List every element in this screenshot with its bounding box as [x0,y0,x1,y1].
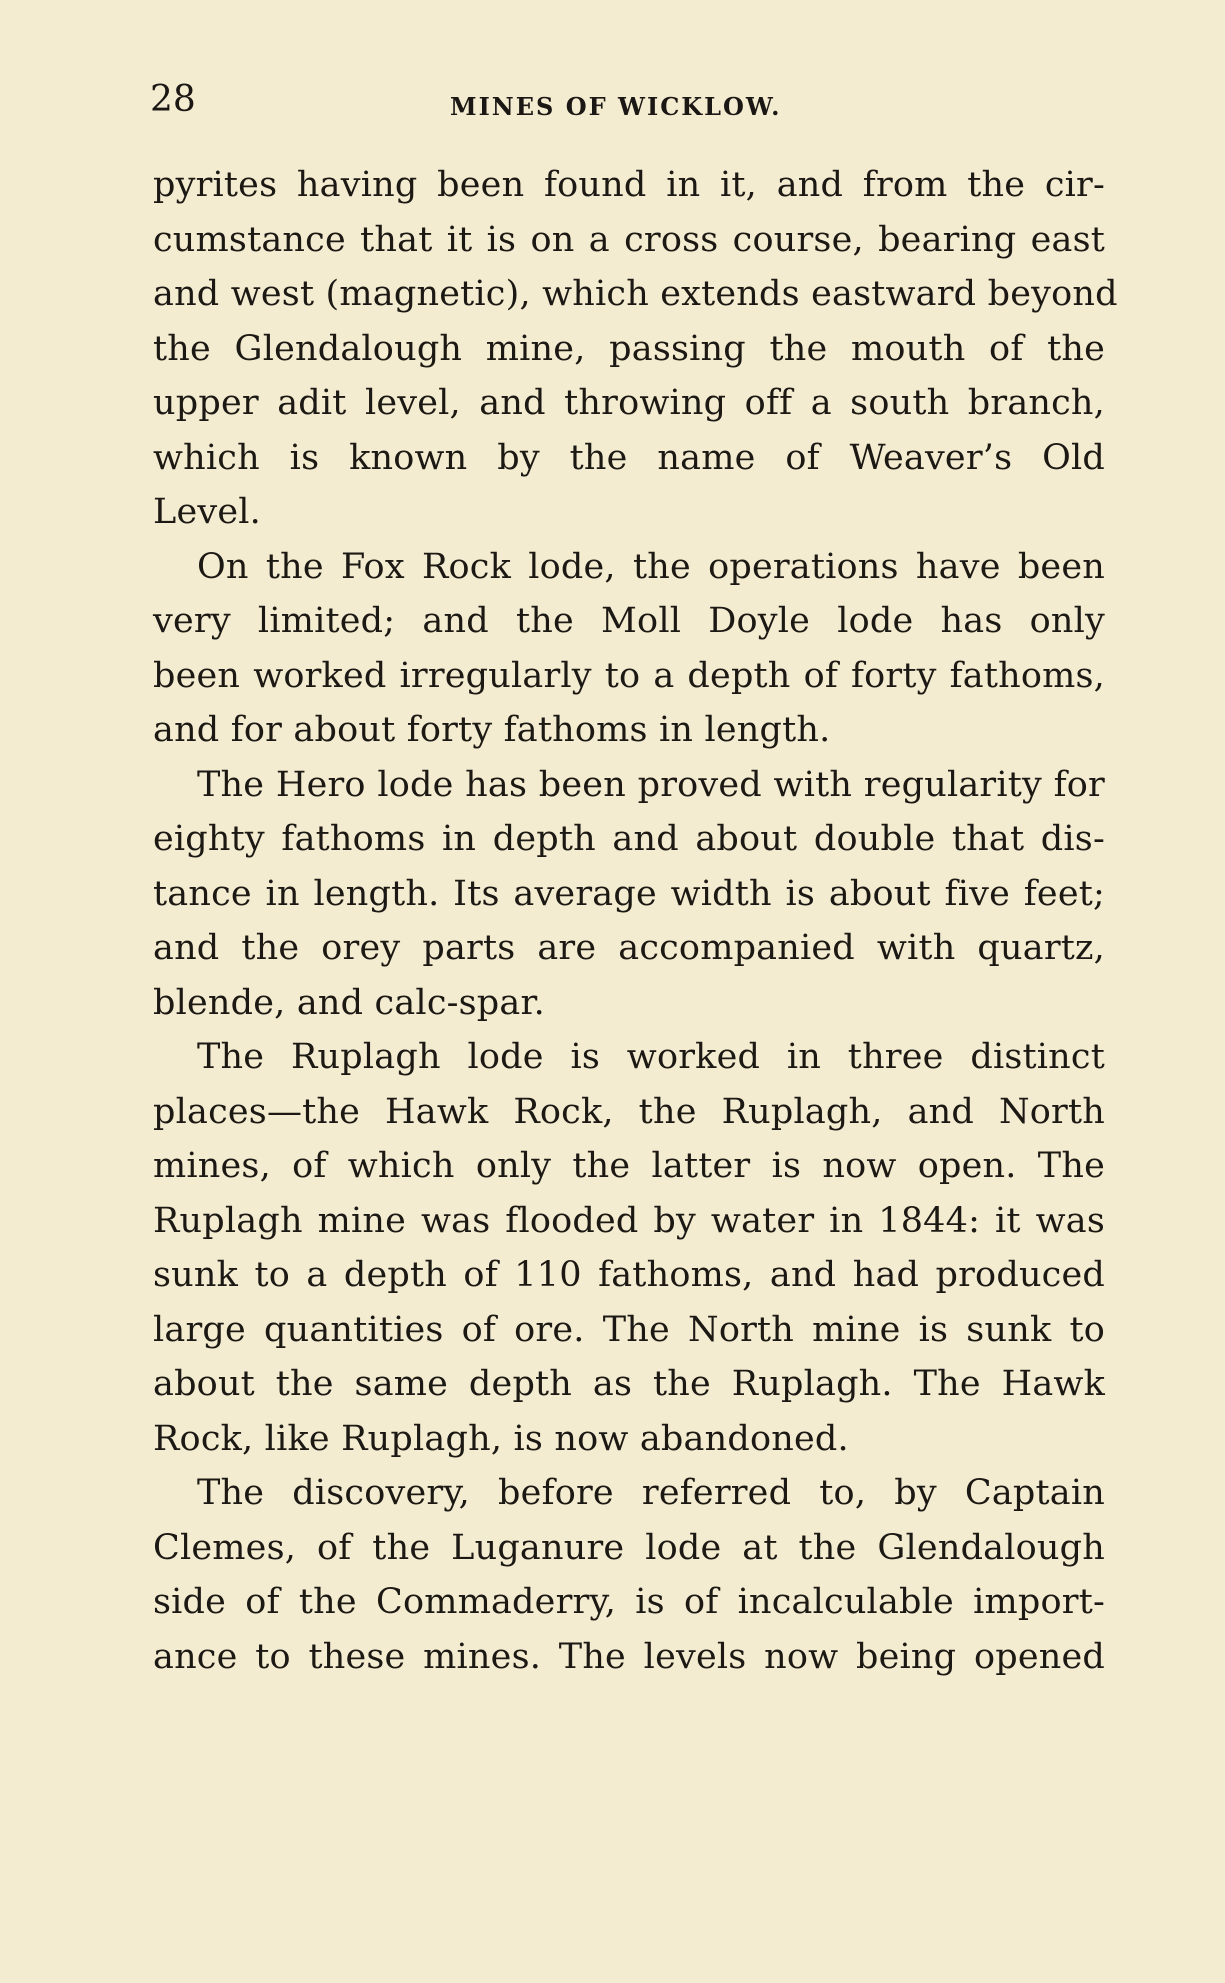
text-line: blende, and calc-spar. [153,982,545,1023]
page-header [150,80,1105,140]
text-line: which is known by the name of Weaver’s Old [153,437,1105,478]
text-line: and for about forty fathoms in length. [153,710,831,750]
text-line: side of the Commaderry, is of incalculable import- [153,1582,1105,1622]
body-text [153,158,1118,1684]
text-line: mines, of which only the latter is now open. The [153,1146,1105,1186]
text-line: and the orey parts are accompanied with quartz, [153,928,1105,968]
text-line: upper adit level, and throwing off a south branch, [153,383,1105,423]
text-line: ance to these mines. The levels now being opened [153,1636,1105,1677]
text-line: tance in length. Its average width is about five feet; [153,873,1105,914]
text-line: The discovery, before referred to, by Captain [197,1473,1105,1513]
text-line: very limited; and the Moll Doyle lode has only [153,601,1105,641]
text-line: been worked irregularly to a depth of forty fathoms, [153,655,1105,696]
text-line: Level. [153,492,261,532]
text-line: cumstance that it is on a cross course, bearing east [153,219,1105,260]
page-number: 28 [150,79,196,120]
text-line: Clemes, of the Luganure lode at the Glendalough [153,1527,1105,1568]
text-line: and west (magnetic), which extends eastward beyond [153,274,1118,314]
text-line: sunk to a depth of 110 fathoms, and had produced [153,1255,1105,1295]
text-line: pyrites having been found in it, and from the cir- [153,165,1105,205]
text-line: large quantities of ore. The North mine is sunk to [153,1309,1105,1350]
text-line: places—the Hawk Rock, the Ruplagh, and North [153,1091,1105,1132]
text-line: the Glendalough mine, passing the mouth of the [153,328,1105,369]
text-line: The Hero lode has been proved with regularity for [197,764,1105,805]
text-line: about the same depth as the Ruplagh. The Hawk [153,1364,1105,1404]
text-line: On the Fox Rock lode, the operations have been [197,546,1105,587]
text-line: Rock, like Ruplagh, is now abandoned. [153,1418,849,1459]
text-line: eighty fathoms in depth and about double that dis- [153,819,1105,859]
text-line: Ruplagh mine was flooded by water in 1844: it was [153,1200,1105,1241]
text-line: The Ruplagh lode is worked in three distinct [197,1037,1105,1077]
running-title: MINES OF WICKLOW. [450,92,782,121]
